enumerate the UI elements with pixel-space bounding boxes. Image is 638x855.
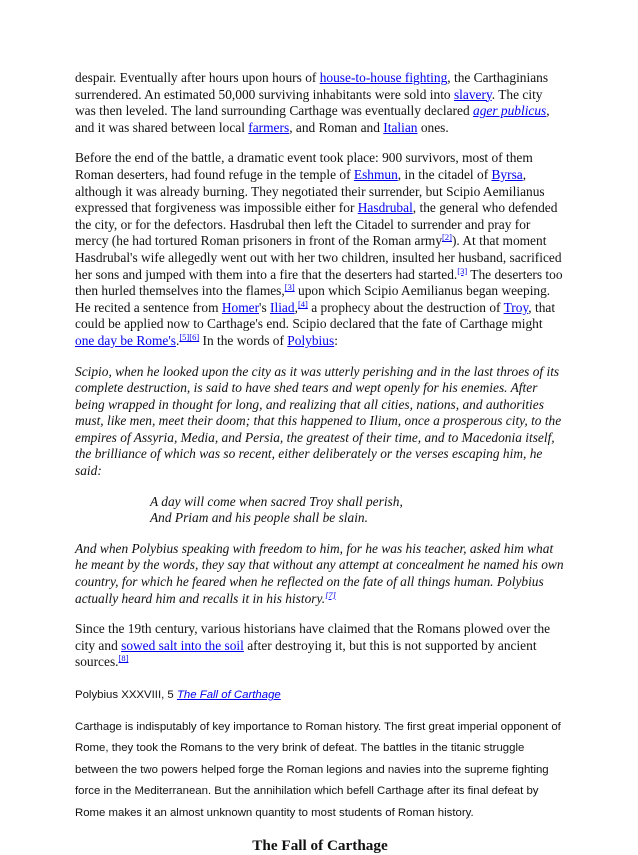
section-heading: The Fall of Carthage	[252, 837, 388, 854]
link-eshmun[interactable]: Eshmun	[353, 166, 398, 182]
text: , and it was shared between local	[75, 103, 550, 135]
text: ,	[294, 299, 298, 315]
text: And when Polybius speaking with freedom to him, for he was his teacher, asked him what he meant by the words, they say that without any attempt at concealment he named his own country, for which he feared when he reflected on the fate of all things human. Polybius actually heard him and recalls it in his history.	[75, 540, 564, 606]
footnote-ref-8[interactable]: [8]	[118, 653, 129, 664]
link-farmers[interactable]: farmers	[248, 119, 290, 135]
caption-prefix: Polybius XXXVIII, 5	[75, 689, 177, 701]
link-troy[interactable]: Troy	[503, 299, 529, 315]
link-fall-of-carthage[interactable]: The Fall of Carthage	[176, 689, 281, 701]
text: despair. Eventually after hours upon hours of	[75, 70, 320, 85]
text: , the general who defended the city, or for the defectors. Hasdrubal then left the Citadel to surrender and pray for mercy (he had tortured Roman prisoners in front of the Roman army	[75, 200, 558, 249]
verse-iliad	[150, 494, 565, 527]
link-byrsa[interactable]: Byrsa	[491, 166, 523, 182]
verse-line-2: And Priam and his people shall be slain.	[150, 510, 368, 526]
footnote-ref-4[interactable]: [4]	[297, 298, 308, 309]
text: Before the end of the battle, a dramatic event took place: 900 survivors, most of them Roman deserters, had found refuge in the temple of	[75, 150, 533, 182]
text: ones.	[417, 119, 449, 135]
text: , the Carthaginians surrendered. An estimated 50,000 surviving inhabitants were sold into	[75, 70, 549, 102]
paragraph-dramatic-event	[75, 150, 565, 349]
quote-scipio: Scipio, when he looked upon the city as it was utterly perishing and in the last throes of its complete destruction, is said to have shed tears and wept openly for his enemies. After being wrapped in thought for long, and realizing that all cities, nations, and authorities must, like men, meet their doom; that this happened to Ilium, once a prosperous city, to the empires of Assyria, Media, and Persia, the greatest of their time, and to Macedonia itself, the brilliance of which was so recent, either deliberately or the verses escaping him, he said:	[75, 363, 562, 479]
link-sowed-salt[interactable]: sowed salt into the soil	[121, 637, 244, 653]
text: Since the 19th century, various historians have claimed that the Romans plowed over the city and	[75, 621, 551, 653]
link-house-to-house-fighting[interactable]: house-to-house fighting	[319, 70, 448, 85]
link-hasdrubal[interactable]: Hasdrubal	[357, 200, 413, 216]
text: a prophecy about the destruction of	[307, 299, 504, 315]
text: , although it was already burning. They negotiated their surrender, but Scipio Aemilianus expressed that forgiveness was impossible either for	[75, 166, 545, 216]
text: :	[334, 332, 338, 348]
footnote-ref-2[interactable]: [2]	[442, 232, 452, 243]
text: The deserters too then hurled themselves into the flames,	[75, 266, 563, 299]
text: .	[175, 332, 180, 348]
link-iliad[interactable]: Iliad	[270, 299, 295, 315]
source-caption	[75, 685, 565, 707]
footnote-ref-3[interactable]: [3]	[457, 265, 468, 276]
paragraph-importance: Carthage is indisputably of key importance to Roman history. The first great imperial opponent of Rome, they took the Romans to the very brink of defeat. The battles in the titanic struggle between the two powers helped forge the Roman legions and navies into the supreme fighting force in the Mediterranean. But the annihilation which befell Carthage after its final defeat by Rome makes it an almost unknown quantity to most students of Roman history.	[75, 720, 561, 819]
footnote-ref-5-6[interactable]: [5][6]	[179, 331, 200, 342]
footnote-ref-3b[interactable]: [3]	[284, 282, 295, 293]
paragraph-salt-myth	[75, 621, 565, 671]
link-one-day-be-romes[interactable]: one day be Rome's	[75, 332, 176, 348]
link-slavery[interactable]: slavery	[453, 86, 492, 102]
text: , and Roman and	[289, 119, 384, 135]
link-polybius[interactable]: Polybius	[287, 332, 335, 348]
link-italian[interactable]: Italian	[383, 119, 418, 135]
link-homer[interactable]: Homer	[221, 299, 260, 315]
text: 's	[259, 299, 271, 315]
text: . The city was then leveled. The land surrounding Carthage was eventually declared	[75, 86, 543, 119]
quote-polybius	[75, 541, 565, 607]
verse-line-1: A day will come when sacred Troy shall perish,	[150, 493, 403, 509]
text: ). At that moment Hasdrubal's wife allegedly went out with her two children, insulted her husband, sacrificed her sons and jumped with them into a fire that the deserters had started.	[75, 233, 562, 282]
document-page	[75, 70, 565, 855]
text: , that could be applied now to Carthage's end. Scipio declared that the fate of Carthage might	[75, 299, 556, 332]
text: In the words of	[199, 332, 288, 348]
text: upon which Scipio Aemilianus began weeping. He recited a sentence from	[75, 283, 551, 315]
footnote-ref-7[interactable]: [7]	[325, 589, 336, 600]
link-ager-publicus[interactable]: ager publicus	[473, 103, 547, 119]
text: , in the citadel of	[397, 166, 492, 182]
paragraph-surrender	[75, 70, 565, 136]
text: after destroying it, but this is not supported by ancient sources.	[75, 637, 537, 670]
